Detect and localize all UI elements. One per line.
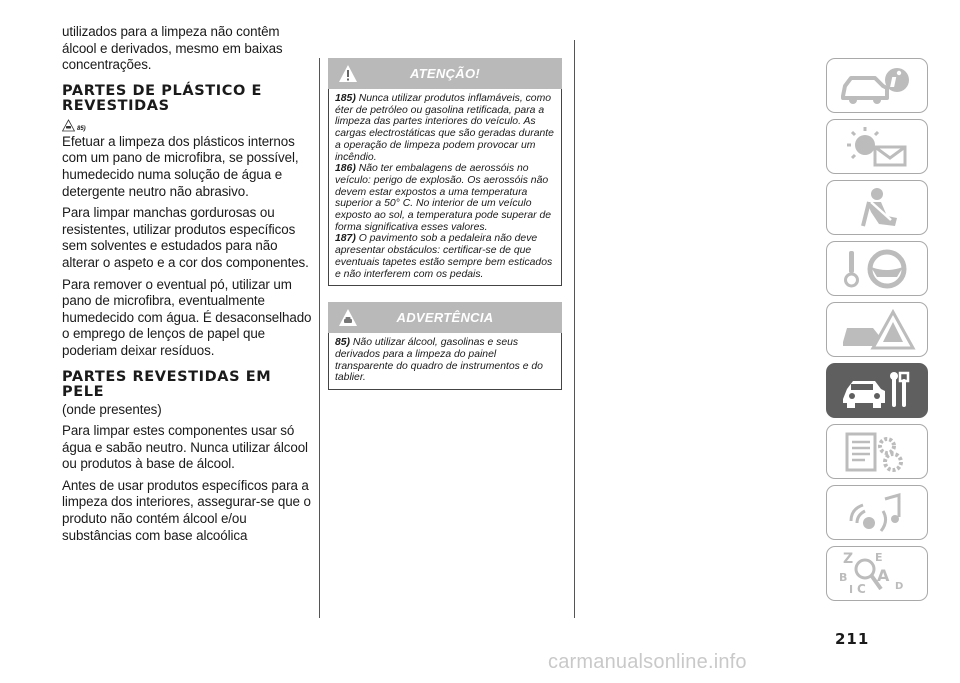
warning-item-text: O pavimento sob a pedaleira não deve apresentar obstáculos: certificar-se de que eventuais tapetes estão sempre bem esticados e não interferem com os pedais. [335,233,553,280]
svg-text:D: D [895,580,904,592]
paragraph-dust: Para remover o eventual pó, utilizar um pano de microfibra, eventualmente humedecido com água. É desaconselhado o emprego de lenços de papel que poderiam deixar resíduos. [62,276,312,358]
tab-emergency[interactable] [826,302,928,357]
section-heading-leather: PARTES REVESTIDAS EM PELE [62,368,272,400]
advice-item [335,337,557,384]
svg-text:Z: Z [843,550,854,567]
section-heading-plastics: PARTES DE PLÁSTICO E REVESTIDAS [62,82,263,114]
reference-number: 85) [77,125,86,132]
paragraph-clean-plastics: Efetuar a limpeza dos plásticos internos com um pano de microfibra, se possível, humedecido numa solução de água e detergente neutro não abrasivo. [62,133,299,199]
tab-index[interactable] [826,546,928,601]
multimedia-icon [837,491,917,535]
warning-item-text: Não ter embalagens de aerossóis no veículo: perigo de explosão. Os aerossóis não devem estar expostos a uma temperatura superior a 50° C. No interior de um veículo exposto ao sol, a temperatura pode superar de forma significativa esses valores. [335,163,552,233]
advice-item-number: 85) [335,337,351,349]
warning-box [328,89,562,286]
column-divider-right [574,40,575,618]
emergency-icon [837,308,917,352]
steering-key-icon [837,247,917,291]
tab-technical-data[interactable] [826,424,928,479]
warning-item [335,233,557,280]
advice-title: ADVERTÊNCIA [396,310,494,326]
warning-item-number: 185) [335,93,356,104]
svg-text:C: C [857,581,866,596]
watermark: carmanualsonline.info [548,651,747,673]
advice-car-icon [338,308,358,328]
warning-item [335,93,557,163]
warning-triangle-icon [338,64,358,84]
warning-lights-icon [837,125,917,169]
warning-item [335,163,557,233]
advice-item-text: Não utilizar álcool, gasolinas e seus derivados para a limpeza do painel transparente do quadro de instrumentos e do tablier. [335,337,543,384]
warning-item-number: 187) [335,233,356,245]
tab-maintenance[interactable] [826,363,928,418]
car-info-icon [837,64,917,108]
tab-starting-driving[interactable] [826,241,928,296]
advice-banner [328,302,562,333]
left-column [62,24,312,549]
advice-car-icon [62,119,75,132]
page-number: 211 [835,630,870,648]
warning-title: ATENÇÃO! [409,66,481,81]
tab-safety[interactable] [826,180,928,235]
paragraph-leather-soap: Para limpar estes componentes usar só água e sabão neutro. Nunca utilizar álcool ou produtos à base de álcool. [62,423,308,472]
paragraph-grease-stains: Para limpar manchas gordurosas ou resistentes, utilizar produtos específicos sem solventes e estudados para não alterar o aspeto e a cor dos componentes. [62,205,309,270]
car-maintenance-icon [837,369,917,413]
technical-data-icon [837,430,917,474]
reference-85[interactable] [62,116,312,132]
advice-box [328,333,562,390]
svg-text:I: I [849,582,854,596]
notes-column [328,58,562,390]
warning-banner [328,58,562,89]
paragraph-specific-products: Antes de usar produtos específicos para a limpeza dos interiores, assegurar-se que o produto não contém álcool e/ou substâncias com base alcoólica [62,477,311,543]
svg-text:A: A [877,565,890,585]
tab-knowing-the-car[interactable] [826,58,928,113]
svg-text:B: B [839,570,848,584]
index-icon [837,549,917,599]
svg-text:E: E [875,550,883,564]
paragraph-where-present: (onde presentes) [62,401,162,417]
chapter-tabs [826,58,930,607]
warning-item-number: 186) [335,163,356,175]
seat-safety-icon [837,186,917,230]
column-divider-left [319,58,320,618]
intro-paragraph: utilizados para a limpeza não contêm álcool e derivados, mesmo em baixas concentrações. [62,24,283,73]
tab-multimedia[interactable] [826,485,928,540]
warning-item-text: Nunca utilizar produtos inflamáveis, como éter de petróleo ou gasolina retificada, para a limpeza das partes interiores do veículo. As cargas electrostáticas que são geradas durante a operação de limpeza podem provocar um incêndio. [335,93,554,163]
tab-warning-lights[interactable] [826,119,928,174]
